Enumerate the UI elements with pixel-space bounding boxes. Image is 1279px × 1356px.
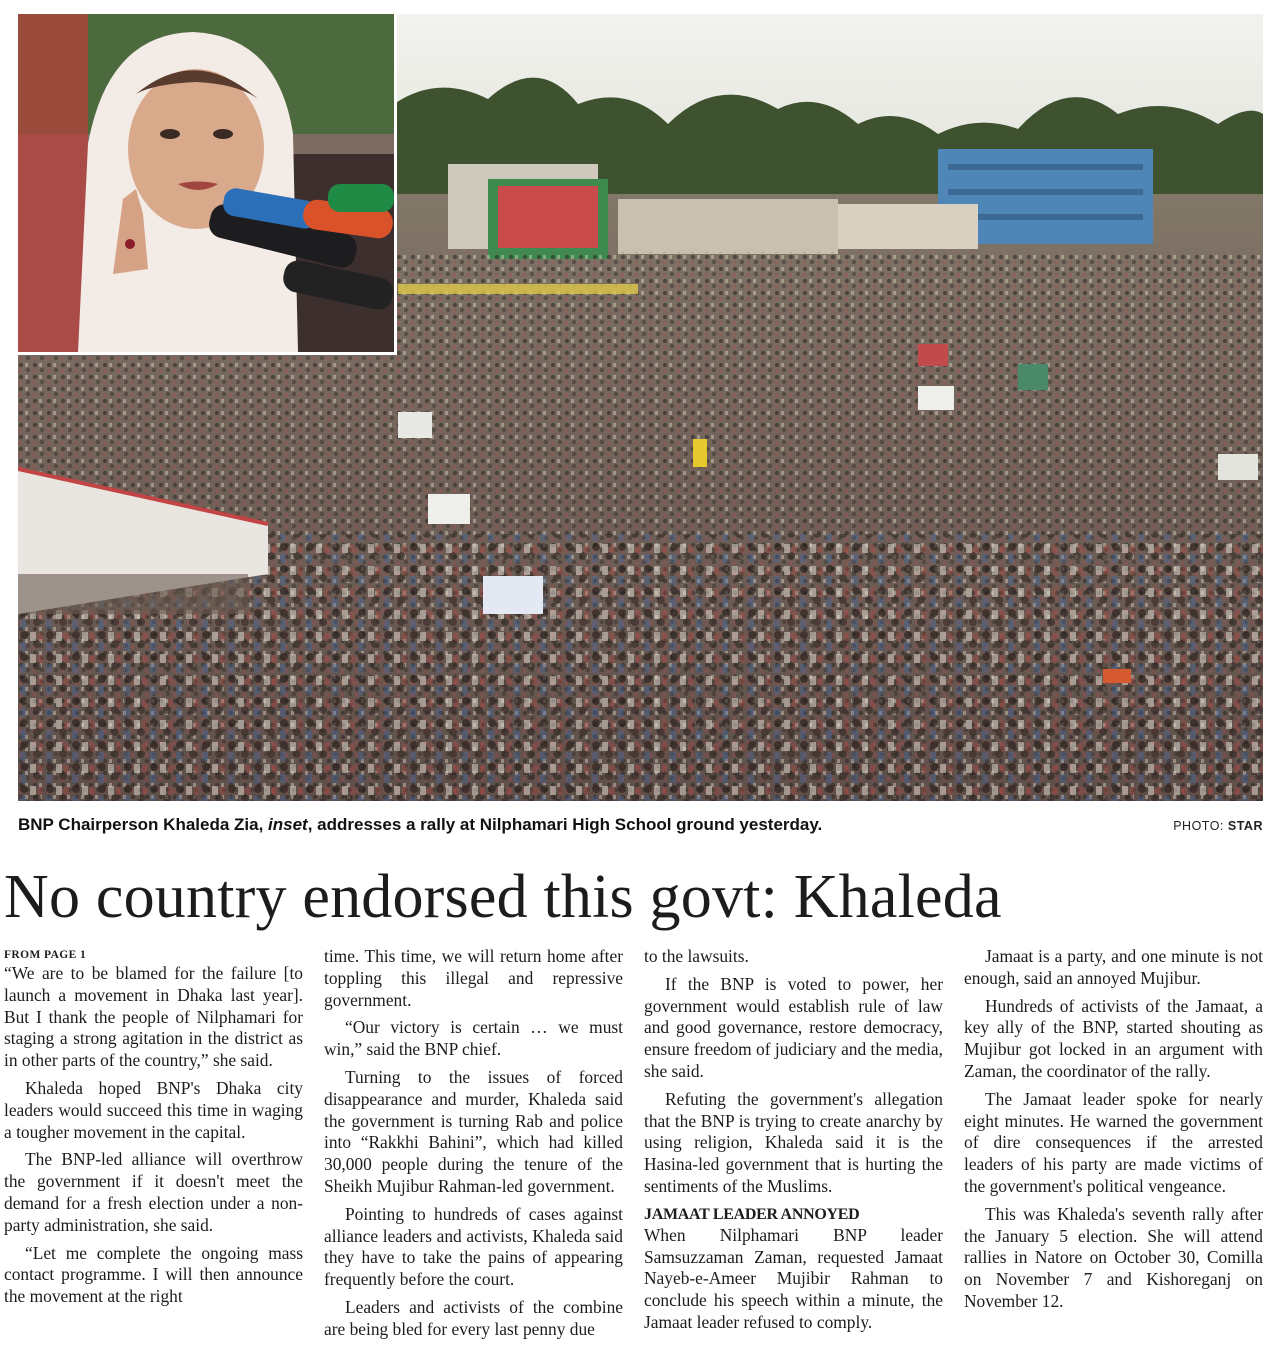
caption-part: BNP Chairperson Khaleda Zia, <box>18 815 269 834</box>
caption-italic: inset <box>268 815 308 834</box>
paragraph: If the BNP is voted to power, her government would establish rule of law and good governance, restore democracy, ensure freedom of judiciary and the media, she said. <box>644 973 943 1081</box>
article-column-3 <box>644 946 943 1356</box>
paragraph: Turning to the issues of forced disappearance and murder, Khaleda said the government is turning Rab and police into “Rakkhi Bahini”, which had killed 30,000 people during the tenure of the Sheikh Mujibur Rahman-led government. <box>324 1066 623 1196</box>
credit-prefix: PHOTO: <box>1173 819 1224 833</box>
paragraph: “We are to be blamed for the failure [to launch a movement in Dhaka last year]. But I thank the people of Nilphamari for staging a strong agitation in the district as in other parts of the country,” she said. <box>4 963 303 1071</box>
paragraph: Refuting the government's allegation that the BNP is trying to create anarchy by using religion, Khaleda said it is the Hasina-led government that is hurting the sentiments of the Muslims. <box>644 1088 943 1196</box>
paragraph: The Jamaat leader spoke for nearly eight minutes. He warned the government of dire consequences if the arrested leaders of his party are made victims of the government's political vengeance. <box>964 1088 1263 1196</box>
article-column-2 <box>324 946 623 1356</box>
paragraph: Pointing to hundreds of cases against alliance leaders and activists, Khaleda said they have to take the pains of appearing frequently before the court. <box>324 1203 623 1290</box>
photo-caption <box>18 815 1263 839</box>
khaleda-zia-inset-photo <box>18 14 397 355</box>
jump-line: FROM PAGE 1 <box>4 949 87 961</box>
subhead: JAMAAT LEADER ANNOYED <box>644 1205 860 1223</box>
caption-part: , addresses a rally at Nilphamari High School ground yesterday. <box>307 815 823 834</box>
paragraph: When Nilphamari BNP leader Samsuzzaman Zaman, requested Jamaat Nayeb-e-Ameer Mujibir Rahman to conclude his speech within a minute, the Jamaat leader refused to comply. <box>644 1224 943 1332</box>
speaker-portrait-image <box>18 14 394 352</box>
rally-photo <box>18 14 1263 801</box>
paragraph: Hundreds of activists of the Jamaat, a key ally of the BNP, started shouting as Mujibur got locked in an argument with Zaman, the coordinator of the rally. <box>964 995 1263 1081</box>
paragraph: “Our victory is certain … we must win,” said the BNP chief. <box>324 1017 623 1060</box>
paragraph: Khaleda hoped BNP's Dhaka city leaders would succeed this time in waging a tougher movement in the capital. <box>4 1077 303 1142</box>
paragraph: The BNP-led alliance will overthrow the government if it doesn't meet the demand for a fresh election under a non-party administration, she said. <box>4 1149 303 1235</box>
paragraph: to the lawsuits. <box>644 946 749 966</box>
article-column-1 <box>4 946 303 1356</box>
article-column-4 <box>964 946 1263 1356</box>
credit-source: STAR <box>1227 819 1263 833</box>
paragraph: time. This time, we will return home after toppling this illegal and repressive government. <box>324 946 623 1010</box>
paragraph: Leaders and activists of the combine are being bled for every last penny due <box>324 1296 623 1339</box>
paragraph: This was Khaleda's seventh rally after the January 5 election. She will attend rallies in Natore on October 30, Comilla on November 7 and Kishoreganj on November 12. <box>964 1203 1263 1311</box>
paragraph: “Let me complete the ongoing mass contact programme. I will then announce the movement at the right <box>4 1242 303 1307</box>
photo-credit <box>1173 819 1263 833</box>
paragraph: Jamaat is a party, and one minute is not enough, said an annoyed Mujibur. <box>964 946 1263 988</box>
headline: No country endorsed this govt: Khaleda <box>4 863 1002 931</box>
caption-text <box>18 815 822 835</box>
